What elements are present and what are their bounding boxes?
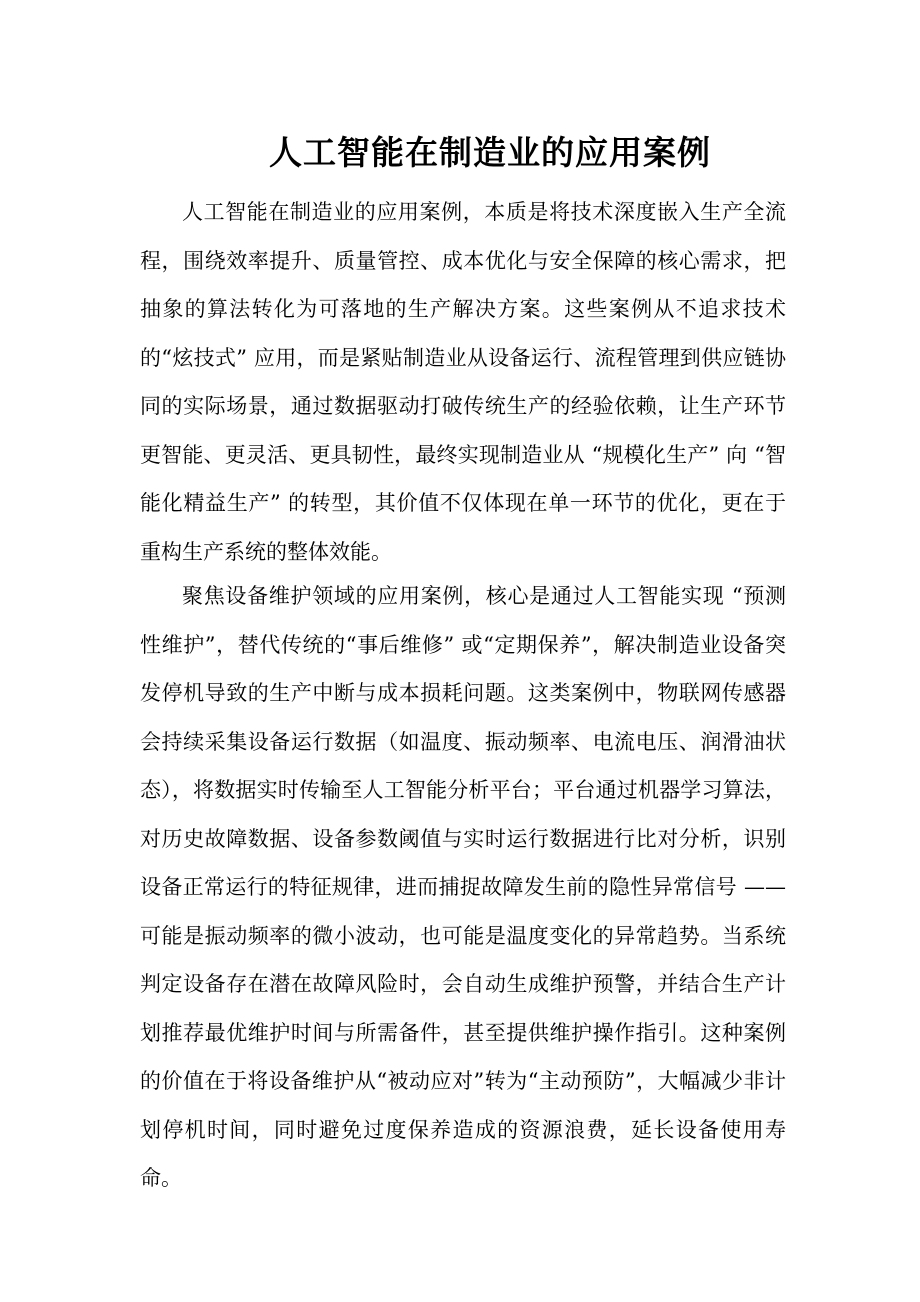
paragraph-predictive-maintenance: 聚焦设备维护领域的应用案例，核心是通过人工智能实现 “预测性维护”，替代传统的“事后维修” 或“定期保养”，解决制造业设备突发停机导致的生产中断与成本损耗问题。这类案例中，物联网传感器会持续采集设备运行数据（如温度、振动频率、电流电压、润滑油状态），将数据实时传输至人工智能分析平台；平台通过机器学习算法，对历史故障数据、设备参数阈值与实时运行数据进行比对分析，识别设备正常运行的特征规律，进而捕捉故障发生前的隐性异常信号 —— 可能是振动频率的微小波动，也可能是温度变化的异常趋势。当系统判定设备存在潜在故障风险时，会自动生成维护预警，并结合生产计划推荐最优维护时间与所需备件，甚至提供维护操作指引。这种案例的价值在于将设备维护从“被动应对”转为“主动预防”，大幅减少非计划停机时间，同时避免过度保养造成的资源浪费，延长设备使用寿命。 — [140, 584, 786, 1190]
document-title: 人工智能在制造业的应用案例 — [269, 133, 711, 172]
paragraph-intro: 人工智能在制造业的应用案例，本质是将技术深度嵌入生产全流程，围绕效率提升、质量管控、成本优化与安全保障的核心需求，把抽象的算法转化为可落地的生产解决方案。这些案例从不追求技术的“炫技式” 应用，而是紧贴制造业从设备运行、流程管理到供应链协同的实际场景，通过数据驱动打破传统生产的经验依赖，让生产环节更智能、更灵活、更具韧性，最终实现制造业从 “规模化生产” 向 “智能化精益生产” 的转型，其价值不仅体现在单一环节的优化，更在于重构生产系统的整体效能。 — [140, 200, 786, 564]
